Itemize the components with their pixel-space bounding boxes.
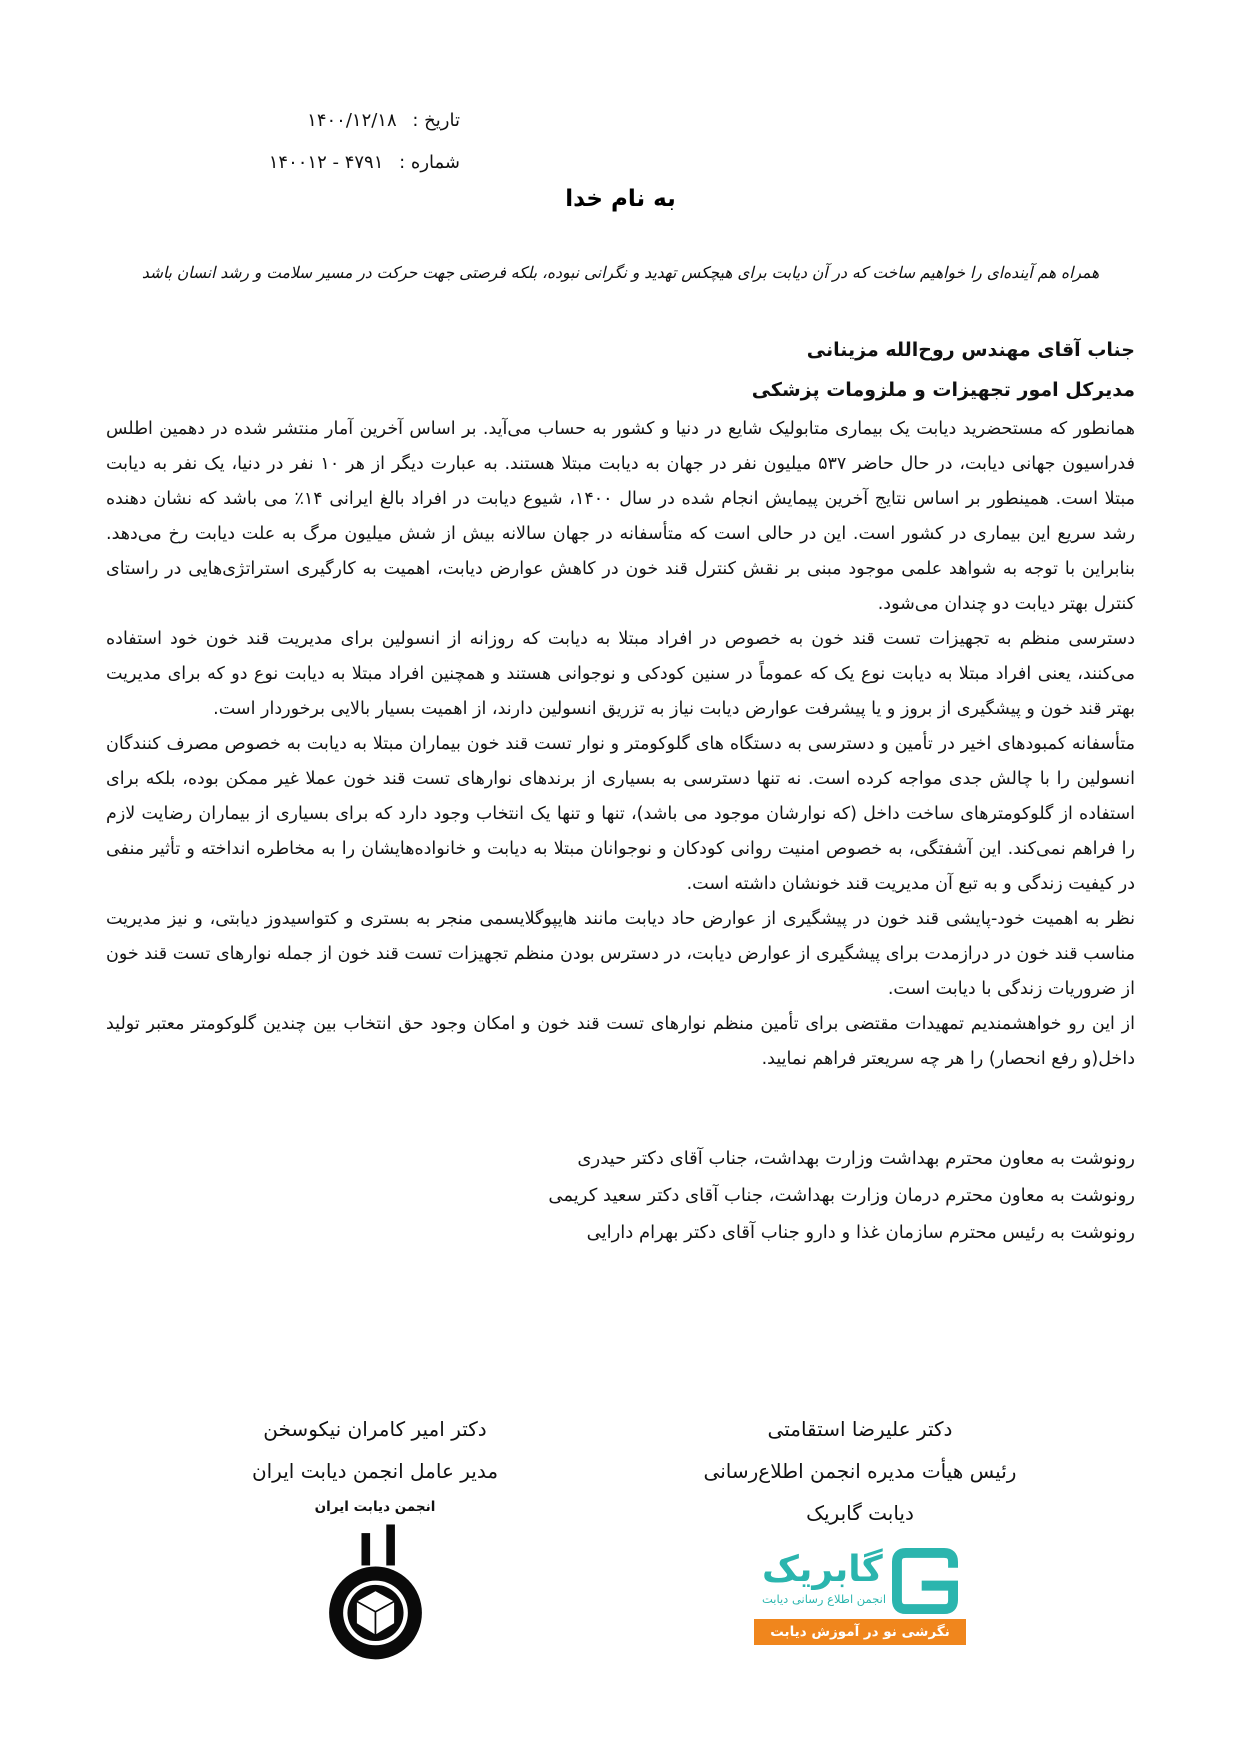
letterhead-meta bbox=[115, 100, 460, 184]
addressee-block bbox=[106, 330, 1135, 410]
body-paragraph-4: نظر به اهمیت خود-پایشی قند خون در پیشگیری از عوارض حاد دیابت مانند هایپوگلایسمی منجر به بستری و کتواسیدوز دیابتی، و نیز مدیریت مناسب قند خون در درازمدت برای پیشگیری از عوارض دیابت، در دسترس بودن منظم تجهیزات تست قند خون از جمله نوارهای تست قند خون از ضروریات زندگی با دیابت است. bbox=[106, 909, 1135, 999]
date-label: تاریخ : bbox=[412, 110, 460, 131]
cc-line-2: رونوشت به معاون محترم درمان وزارت بهداشت، جناب آقای دکتر سعید کریمی bbox=[548, 1185, 1135, 1206]
signer-name-left: دکتر امیر کامران نیکوسخن bbox=[263, 1417, 487, 1441]
body-paragraph-2: دسترسی منظم به تجهیزات تست قند خون به خصوص در افراد مبتلا به دیابت که روزانه از انسولین برای مدیریت قند خون خود استفاده می‌کنند، یعنی افراد مبتلا به دیابت نوع یک که عموماً در سنین کودکی و نوجوانی هستند و همچنین افراد مبتلا به دیابت نوع دو که برای مدیریت بهتر قند خون و پیشگیری از بروز و یا پیشرفت عوارض دیابت نیاز به تزریق انسولین دارند، از اهمیت بسیار بالایی برخوردار است. bbox=[106, 629, 1135, 719]
body-paragraph-3: متأسفانه کمبودهای اخیر در تأمین و دسترسی به دستگاه های گلوکومتر و نوار تست قند خون بیماران مبتلا به دیابت به خصوص مصرف کنندگان انسولین را با چالش جدی مواجه کرده است. نه تنها دسترسی به بسیاری از برندهای نوارهای تست قند خون عملا غیر ممکن بوده، بلکه برای استفاده از گلوکومترهای ساخت داخل (که نوارشان موجود می باشد)، تنها و تنها یک انتخاب وجود دارد که برای بسیاری از بیماران رضایت لازم را فراهم نمی‌کند. این آشفتگی، به خصوص امنیت روانی کودکان و نوجوانان مبتلا به دیابت و خانواده‌هایشان را به مخاطره انداخته و تأثیر منفی در کیفیت زندگی و به تبع آن مدیریت قند خونشان داشته است. bbox=[106, 734, 1135, 894]
gabric-banner: نگرشی نو در آموزش دیابت bbox=[754, 1619, 966, 1645]
number-label: شماره : bbox=[399, 152, 460, 173]
gabric-wordmark: گابریک bbox=[761, 1549, 883, 1590]
gabric-logo-top bbox=[754, 1548, 966, 1614]
addressee-title: مدیرکل امور تجهیزات و ملزومات پزشکی bbox=[751, 379, 1135, 401]
ida-curved-text bbox=[293, 1518, 301, 1521]
signer-title-left: مدیر عامل انجمن دیابت ایران bbox=[251, 1459, 499, 1483]
gabric-logo bbox=[754, 1548, 966, 1645]
number-line bbox=[115, 142, 460, 184]
basmala-title: به نام خدا bbox=[565, 186, 676, 212]
cc-block bbox=[106, 1140, 1135, 1251]
date-value: ۱۴۰۰/۱۲/۱۸ bbox=[307, 110, 397, 131]
number-value: ۴۷۹۱ - ۱۴۰۰۱۲ bbox=[268, 152, 384, 173]
cc-line-3: رونوشت به رئیس محترم سازمان غذا و دارو جناب آقای دکتر بهرام دارایی bbox=[586, 1222, 1135, 1243]
body-paragraph-5: از این رو خواهشمندیم تمهیدات مقتضی برای تأمین منظم نوارهای تست قند خون و امکان وجود حق انتخاب بین چندین گلوکومتر معتبر تولید داخل(و رفع انحصار) را هر چه سریعتر فراهم نمایید. bbox=[106, 1014, 1135, 1069]
signer-title-right-1: رئیس هیأت مدیره انجمن اطلاع‌رسانی bbox=[703, 1459, 1017, 1483]
signer-title-right-2: دیابت گابریک bbox=[806, 1501, 914, 1525]
gabric-subtitle: انجمن اطلاع رسانی دیابت bbox=[761, 1592, 887, 1606]
signer-name-right: دکتر علیرضا استقامتی bbox=[767, 1417, 953, 1441]
signature-block-ida bbox=[165, 1408, 585, 1710]
gabric-texts bbox=[762, 1548, 886, 1608]
gabric-g-icon bbox=[892, 1548, 958, 1614]
ida-logo-title: انجمن دیابت ایران bbox=[314, 1499, 436, 1515]
cc-line-1: رونوشت به معاون محترم بهداشت وزارت بهداشت، جناب آقای دکتر حیدری bbox=[577, 1148, 1135, 1169]
svg-text:IRANIAN DIABETES SOCIETY bbox=[293, 1518, 301, 1521]
body-paragraph-1: همانطور که مستحضرید دیابت یک بیماری متابولیک شایع در دنیا و کشور به حساب می‌آید. بر اساس آخرین آمار منتشر شده در دهمین اطلس فدراسیون جهانی دیابت، در حال حاضر ۵۳۷ میلیون نفر در جهان به دیابت مبتلا هستند. به عبارت دیگر از هر ۱۰ نفر در دنیا، یک نفر به دیابت مبتلا است. همینطور بر اساس نتایج آخرین پیمایش انجام شده در سال ۱۴۰۰، شیوع دیابت در افراد بالغ ایرانی ۱۴٪ می باشد که نشان دهنده رشد سریع این بیماری در کشور است. این در حالی است که متأسفانه در جهان سالانه بیش از شش میلیون مرگ به علت دیابت رخ می‌دهد. بنابراین با توجه به شواهد علمی موجود مبنی بر نقش کنترل قند خون در کاهش عوارض دیابت، اهمیت به کارگیری استراتژی‌هایی در راستای کنترل بهتر دیابت دو چندان می‌شود. bbox=[106, 419, 1136, 614]
signature-block-gabric bbox=[640, 1408, 1080, 1650]
ida-emblem-icon bbox=[293, 1518, 458, 1696]
letter-body bbox=[106, 412, 1135, 1077]
date-line bbox=[115, 100, 460, 142]
addressee-name: جناب آقای مهندس روح‌الله مزینانی bbox=[806, 339, 1135, 361]
ida-logo bbox=[293, 1498, 458, 1710]
motto-calligraphy: همراه هم آینده‌ای را خواهیم ساخت که در آن دیابت برای هیچکس تهدید و نگرانی نبوده، بلکه فرصتی جهت حرکت در مسیر سلامت و رشد انسان باشد bbox=[141, 263, 1100, 283]
